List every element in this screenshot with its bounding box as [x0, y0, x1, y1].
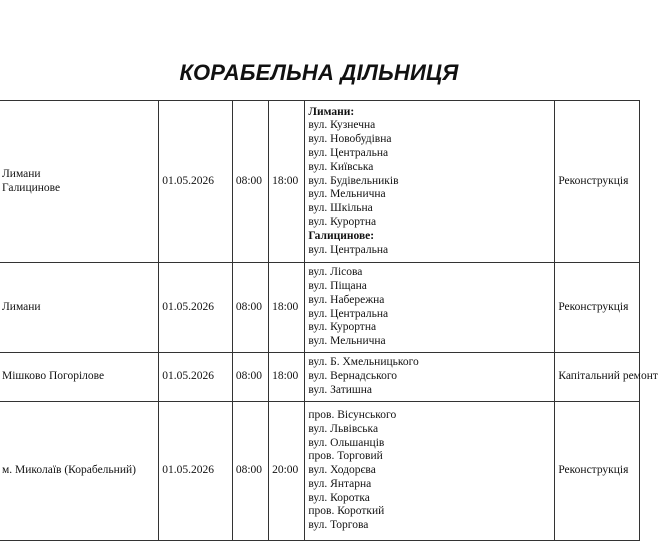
- street-name: вул. Мельнична: [308, 335, 386, 348]
- street-name: пров. Вісунського: [308, 408, 397, 421]
- locality-name: Лимани: [2, 300, 41, 313]
- date-cell: 01.05.2026: [159, 402, 233, 541]
- street-name: пров. Торговий: [308, 450, 383, 463]
- reason-cell: Реконструкція: [555, 101, 640, 263]
- street-name: вул. Шкільна: [308, 202, 373, 215]
- locality-name: Мішково Погорілове: [2, 370, 105, 383]
- locality-cell: [0, 101, 159, 263]
- street-name: вул. Курортна: [308, 215, 377, 228]
- street-name: вул. Затишна: [308, 383, 373, 396]
- streets-cell: [305, 353, 555, 402]
- street-name: вул. Курортна: [308, 321, 377, 334]
- streets-cell: [305, 101, 555, 263]
- street-name: вул. Лісова: [308, 266, 363, 279]
- street-name: вул. Центральна: [308, 147, 389, 159]
- street-name: вул. Ходорєва: [308, 464, 376, 477]
- end-time-cell: 18:00: [269, 101, 305, 263]
- schedule-row: [0, 101, 640, 263]
- street-name: вул. Кузнечна: [308, 119, 376, 132]
- date-cell: 01.05.2026: [159, 353, 233, 402]
- street-name: вул. Коротка: [308, 491, 370, 504]
- street-name: вул. Центральна: [308, 307, 389, 320]
- end-time-cell: 18:00: [269, 263, 305, 353]
- schedule-table-body: [0, 101, 658, 541]
- locality-name: м. Миколаїв (Корабельний): [2, 464, 136, 477]
- street-name: вул. Київська: [308, 160, 374, 173]
- locality-cell: [0, 263, 159, 353]
- street-name: вул. Янтарна: [308, 477, 372, 490]
- street-name: вул. Ольшанців: [308, 436, 385, 449]
- street-name: вул. Львівська: [308, 422, 379, 435]
- streets-cell: [305, 402, 555, 541]
- page-title: КОРАБЕЛЬНА ДІЛЬНИЦЯ: [179, 60, 459, 85]
- locality-name: Лимани: [2, 167, 41, 180]
- street-name: вул. Вернадського: [308, 370, 398, 383]
- reason-cell: Капітальний ремонт: [555, 353, 640, 402]
- start-time-cell: 08:00: [232, 402, 268, 541]
- schedule-row: [0, 263, 640, 353]
- street-name: вул. Б. Хмельницького: [308, 356, 419, 369]
- outage-schedule-table: [0, 100, 658, 541]
- street-name: вул. Будівельників: [308, 174, 399, 187]
- street-name: вул. Набережна: [308, 293, 385, 306]
- end-time-cell: 18:00: [269, 353, 305, 402]
- schedule-row: [0, 402, 640, 541]
- locality-name: Галицинове: [2, 181, 61, 194]
- reason-cell: Реконструкція: [555, 263, 640, 353]
- start-time-cell: 08:00: [232, 353, 268, 402]
- locality-cell: [0, 353, 159, 402]
- street-name: пров. Короткий: [308, 505, 385, 518]
- locality-group-title: Галицинове:: [308, 229, 375, 242]
- start-time-cell: 08:00: [232, 101, 268, 263]
- street-name: вул. Торгова: [308, 519, 369, 532]
- street-name: вул. Піщана: [308, 279, 367, 292]
- schedule-row: [0, 353, 640, 402]
- street-name: вул. Центральна: [308, 243, 389, 256]
- locality-cell: [0, 402, 159, 541]
- start-time-cell: 08:00: [232, 263, 268, 353]
- streets-cell: [305, 263, 555, 353]
- date-cell: 01.05.2026: [159, 263, 233, 353]
- date-cell: 01.05.2026: [159, 101, 233, 263]
- reason-cell: Реконструкція: [555, 402, 640, 541]
- locality-group-title: Лимани:: [308, 105, 355, 118]
- end-time-cell: 20:00: [269, 402, 305, 541]
- street-name: вул. Мельнична: [308, 188, 386, 201]
- street-name: вул. Новобудівна: [308, 133, 392, 146]
